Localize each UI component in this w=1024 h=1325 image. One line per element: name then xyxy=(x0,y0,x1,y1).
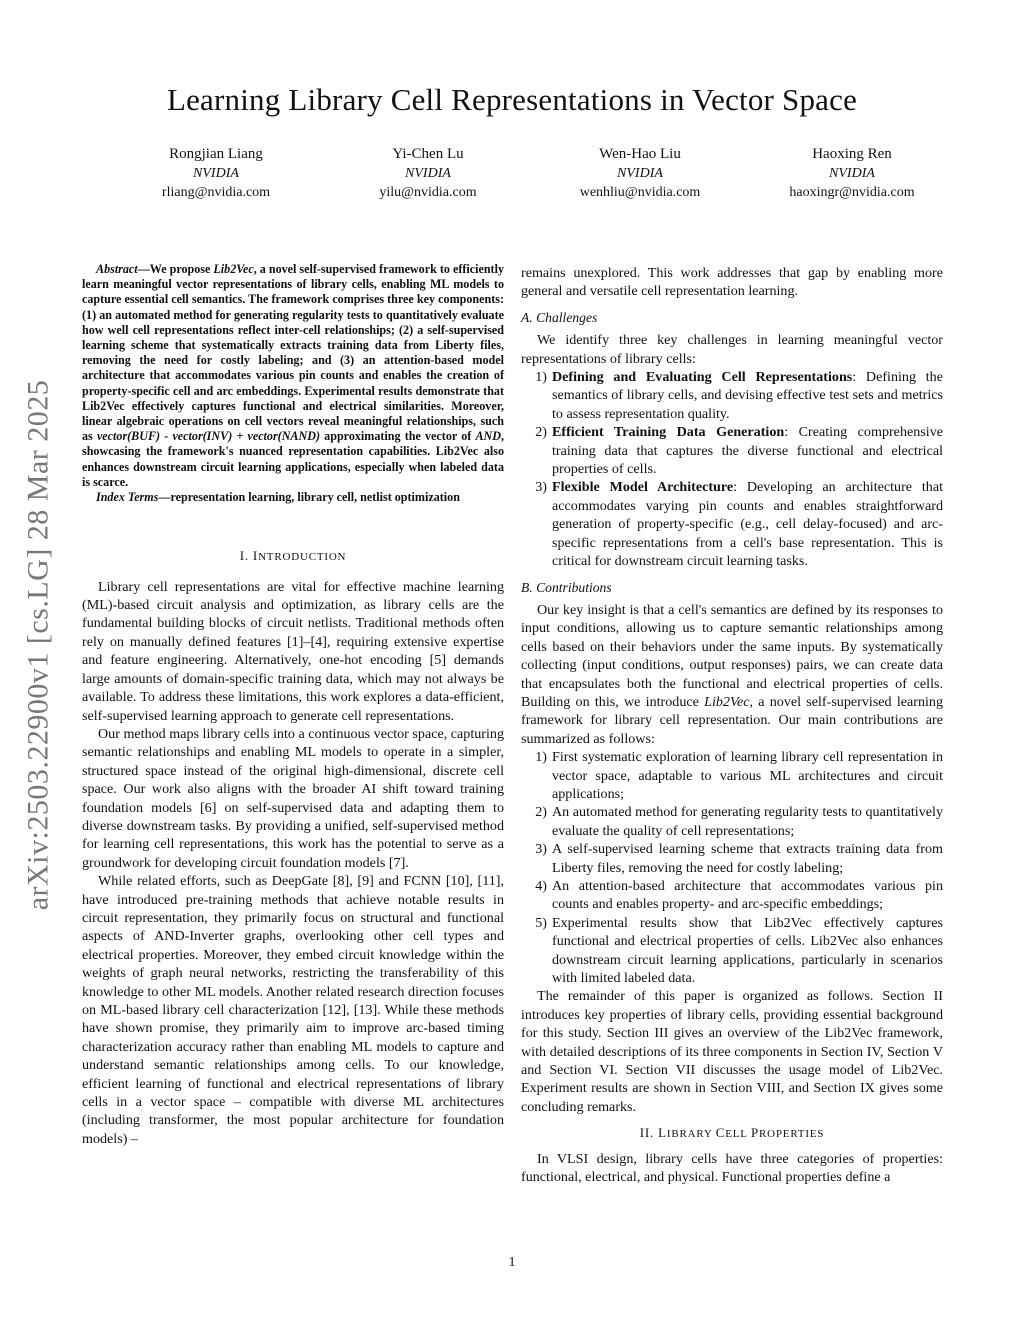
right-column xyxy=(521,264,943,1187)
author-affiliation: NVIDIA xyxy=(829,166,875,181)
intro-paragraph: While related efforts, such as DeepGate [8], [9] and FCNN [10], [11], have introduced pre-training methods that achieve notable results in circuit representation, they primarily focus on structural and functional aspects of AND-Inverter graphs, overlooking other cell types and electrical properties. Moreover, they embed circuit knowledge within the weights of graph neural networks, restricting the transferability of this knowledge to other ML models. Another related research direction focuses on ML-based library cell characterization [12], [13]. While these methods have shown promise, they primarily aim to improve arc-based timing characterization accuracy rather than enabling ML models to capture and understand semantic relationships among cells. To our knowledge, efficient learning of functional and electrical representations of library cells in a vector space – compatible with diverse ML architectures (including transformer, the most popular architecture for foundation models) – xyxy=(82,873,504,1147)
challenges-list xyxy=(521,368,943,570)
subsection-heading-contributions: B. Contributions xyxy=(521,579,612,595)
section-title-rest: ELL xyxy=(725,1128,751,1141)
organization-paragraph: The remainder of this paper is organized as follows. Section II introduces key properties of library cells, providing essential background for this study. Section III gives an overview of the Lib2Vec framework, with detailed descriptions of its three components in Section IV, Section V and Section VI. Section VII discusses the usage model of Lib2Vec. Experiment results are shown in Section VIII, and Section IX gives some concluding remarks. xyxy=(521,988,943,1115)
list-item xyxy=(521,914,943,988)
intro-paragraph-continued: remains unexplored. This work addresses that gap by enabling more general and versatile cell representation learning. xyxy=(521,265,943,300)
list-item-text: Experimental results show that Lib2Vec effectively captures functional and electrical properties of cells. Lib2Vec also enhances downstream circuit learning applications, particularly in scenarios with limited labeled data. xyxy=(552,914,943,987)
paragraph-text: Our key insight is that a cell's semantics are defined by its responses to input conditions, allowing us to capture semantic relationships among cells based on their behaviors under the same inputs. By systematically collecting (input conditions, output responses) pairs, we can create data that encapsulates both the functional and electrical properties of cells. Building on this, we introduce xyxy=(521,601,943,710)
author xyxy=(110,145,322,202)
list-number: 2) xyxy=(535,424,547,441)
section-heading-library-cell-properties xyxy=(521,1124,943,1143)
list-item xyxy=(521,748,943,803)
abstract-vector-expression: vector(BUF) - vector(INV) + vector(NAND) xyxy=(96,429,320,444)
abstract-dash: — xyxy=(137,262,150,276)
list-number: 3) xyxy=(535,479,547,496)
list-item-text: : Developing an architecture that accommodates varying pin counts and enables straightforward generation of property-specific (e.g., cell delay-focused) and arc-specific representations from a cell's base representation. This is critical for downstream circuit learning tasks. xyxy=(552,479,943,570)
author-email: rliang@nvidia.com xyxy=(161,185,271,200)
author-affiliation: NVIDIA xyxy=(193,166,239,181)
abstract-and: AND xyxy=(475,429,501,444)
section-title-rest: IBRARY xyxy=(666,1128,716,1141)
left-column xyxy=(82,262,504,1148)
list-item xyxy=(521,368,943,423)
author-name: Haoxing Ren xyxy=(812,146,892,162)
list-item-title: Flexible Model Architecture xyxy=(552,479,734,496)
section-title-initial: I xyxy=(252,548,259,564)
section-heading-introduction xyxy=(82,547,504,566)
list-number: 4) xyxy=(535,878,547,894)
paragraph-text: , a novel self-supervised learning framework for library cell representation. Our main contributions are summarized as follows: xyxy=(521,693,944,747)
author xyxy=(746,145,958,202)
list-item xyxy=(521,803,943,840)
abstract-text: , a novel self-supervised framework to efficiently learn meaningful vector representations of library cells, enabling ML models to capture essential cell semantics. The framework comprises three key components: (1) an automated method for generating regularity tests to quantitatively evaluate how well cell representations reflect inter-cell relationships; (2) a self-supervised learning scheme that systematically extracts training data from Liberty files, removing the need for costly labeling; and (3) an attention-based model architecture that accommodates various pin counts and enables the creation of property-specific cell and arc embeddings. Experimental results demonstrate that Lib2Vec effectively captures functional and electrical similarities. Moreover, linear algebraic operations on cell vectors reveal meaningful relationships, such as xyxy=(82,262,504,444)
index-terms-text: —representation learning, library cell, netlist optimization xyxy=(158,490,460,505)
list-item-title: Efficient Training Data Generation xyxy=(552,424,785,441)
list-number: 1) xyxy=(535,369,547,386)
abstract-text: approximating the vector of xyxy=(320,429,476,444)
author-email: haoxingr@nvidia.com xyxy=(789,185,915,200)
section-title-rest: NTRODUCTION xyxy=(258,551,347,564)
properties-paragraph: In VLSI design, library cells have three categories of properties: functional, electrical, and physical. Functional properties define a xyxy=(521,1150,943,1186)
lib2vec-name: Lib2Vec xyxy=(704,693,750,710)
list-item xyxy=(521,840,943,877)
author-email: wenhliu@nvidia.com xyxy=(579,185,701,200)
page-number: 1 xyxy=(508,1255,516,1270)
list-number: 5) xyxy=(535,914,547,931)
abstract-lib2vec: Lib2Vec xyxy=(213,262,254,276)
author xyxy=(322,145,534,202)
author-affiliation: NVIDIA xyxy=(617,166,663,181)
list-number: 1) xyxy=(535,749,547,766)
paper-title: Learning Library Cell Representations in Vector Space xyxy=(166,82,858,117)
author-affiliation: NVIDIA xyxy=(405,166,451,181)
list-item-text: A self-supervised learning scheme that extracts training data from Liberty files, removing the need for costly labeling; xyxy=(552,841,943,876)
abstract xyxy=(82,262,504,490)
challenges-intro: We identify three key challenges in learning meaningful vector representations of library cells: xyxy=(521,332,943,367)
intro-paragraph: Our method maps library cells into a continuous vector space, capturing semantic relationships and enabling ML models to operate in a simpler, structured space instead of the original high-dimensional, discrete cell space. Our work also aligns with the broader AI shift toward training foundation models [6] on self-supervised data and adapting them to diverse downstream tasks. By providing a unified, self-supervised method for learning cell representations, this work has the potential to serve as a groundwork for developing circuit foundation models [7]. xyxy=(82,725,504,871)
abstract-text: , showcasing the framework's nuanced representation capabilities. Lib2Vec also enhances downstream circuit learning applications, especially when labeled data is scarce. xyxy=(82,429,505,489)
list-number: 2) xyxy=(535,804,547,821)
index-terms-label: Index Terms xyxy=(96,490,159,505)
list-item xyxy=(521,877,943,914)
subsection-heading-challenges: A. Challenges xyxy=(521,309,598,325)
author-block xyxy=(110,145,960,202)
list-number: 3) xyxy=(535,841,547,858)
index-terms xyxy=(82,490,504,505)
list-item-title: Defining and Evaluating Cell Representations xyxy=(552,369,853,386)
section-title-initial: P xyxy=(750,1125,759,1141)
contributions-paragraph xyxy=(521,601,943,748)
abstract-text: We propose xyxy=(149,262,214,276)
list-item xyxy=(521,423,943,478)
author xyxy=(534,145,746,202)
arxiv-stamp xyxy=(8,345,68,945)
section-title-rest: ROPERTIES xyxy=(759,1128,825,1141)
list-item-text: : Defining the semantics of library cells, and devising effective test sets and metrics to assess representation quality. xyxy=(552,369,943,422)
section-number: I. xyxy=(239,548,253,564)
contributions-list xyxy=(521,748,943,987)
author-name: Rongjian Liang xyxy=(169,146,263,162)
list-item-text: An attention-based architecture that accommodates various pin counts and enables property- and arc-specific embeddings; xyxy=(552,878,943,913)
list-item-text: An automated method for generating regularity tests to quantitatively evaluate the quality of cell representations; xyxy=(552,804,943,839)
section-title-initial: L xyxy=(658,1125,667,1141)
arxiv-id: arXiv:2503.22900v1 [cs.LG] 28 Mar 2025 xyxy=(21,379,54,911)
list-item-text: : Creating comprehensive training data that captures the diverse functional and electrical properties of cells. xyxy=(552,424,943,478)
list-item xyxy=(521,478,943,570)
author-name: Yi-Chen Lu xyxy=(392,146,464,162)
section-title-initial: C xyxy=(715,1125,726,1141)
abstract-label: Abstract xyxy=(96,262,138,276)
author-name: Wen-Hao Liu xyxy=(599,146,681,162)
list-item-text: First systematic exploration of learning library cell representation in vector space, adaptable to various ML architectures and circuit applications; xyxy=(552,749,943,802)
section-number: II. xyxy=(639,1125,659,1141)
author-email: yilu@nvidia.com xyxy=(379,185,477,200)
intro-paragraph: Library cell representations are vital for effective machine learning (ML)-based circuit analysis and optimization, as library cells are the fundamental building blocks of circuit netlists. Traditional methods often rely on manually defined features [1]–[4], requiring extensive expertise and feature engineering. Alternatively, one-hot encoding [5] demands large amounts of domain-specific training data, which may not always be available. To address these limitations, this work explores a data-efficient, self-supervised learning approach to generate cell representations. xyxy=(82,578,504,724)
